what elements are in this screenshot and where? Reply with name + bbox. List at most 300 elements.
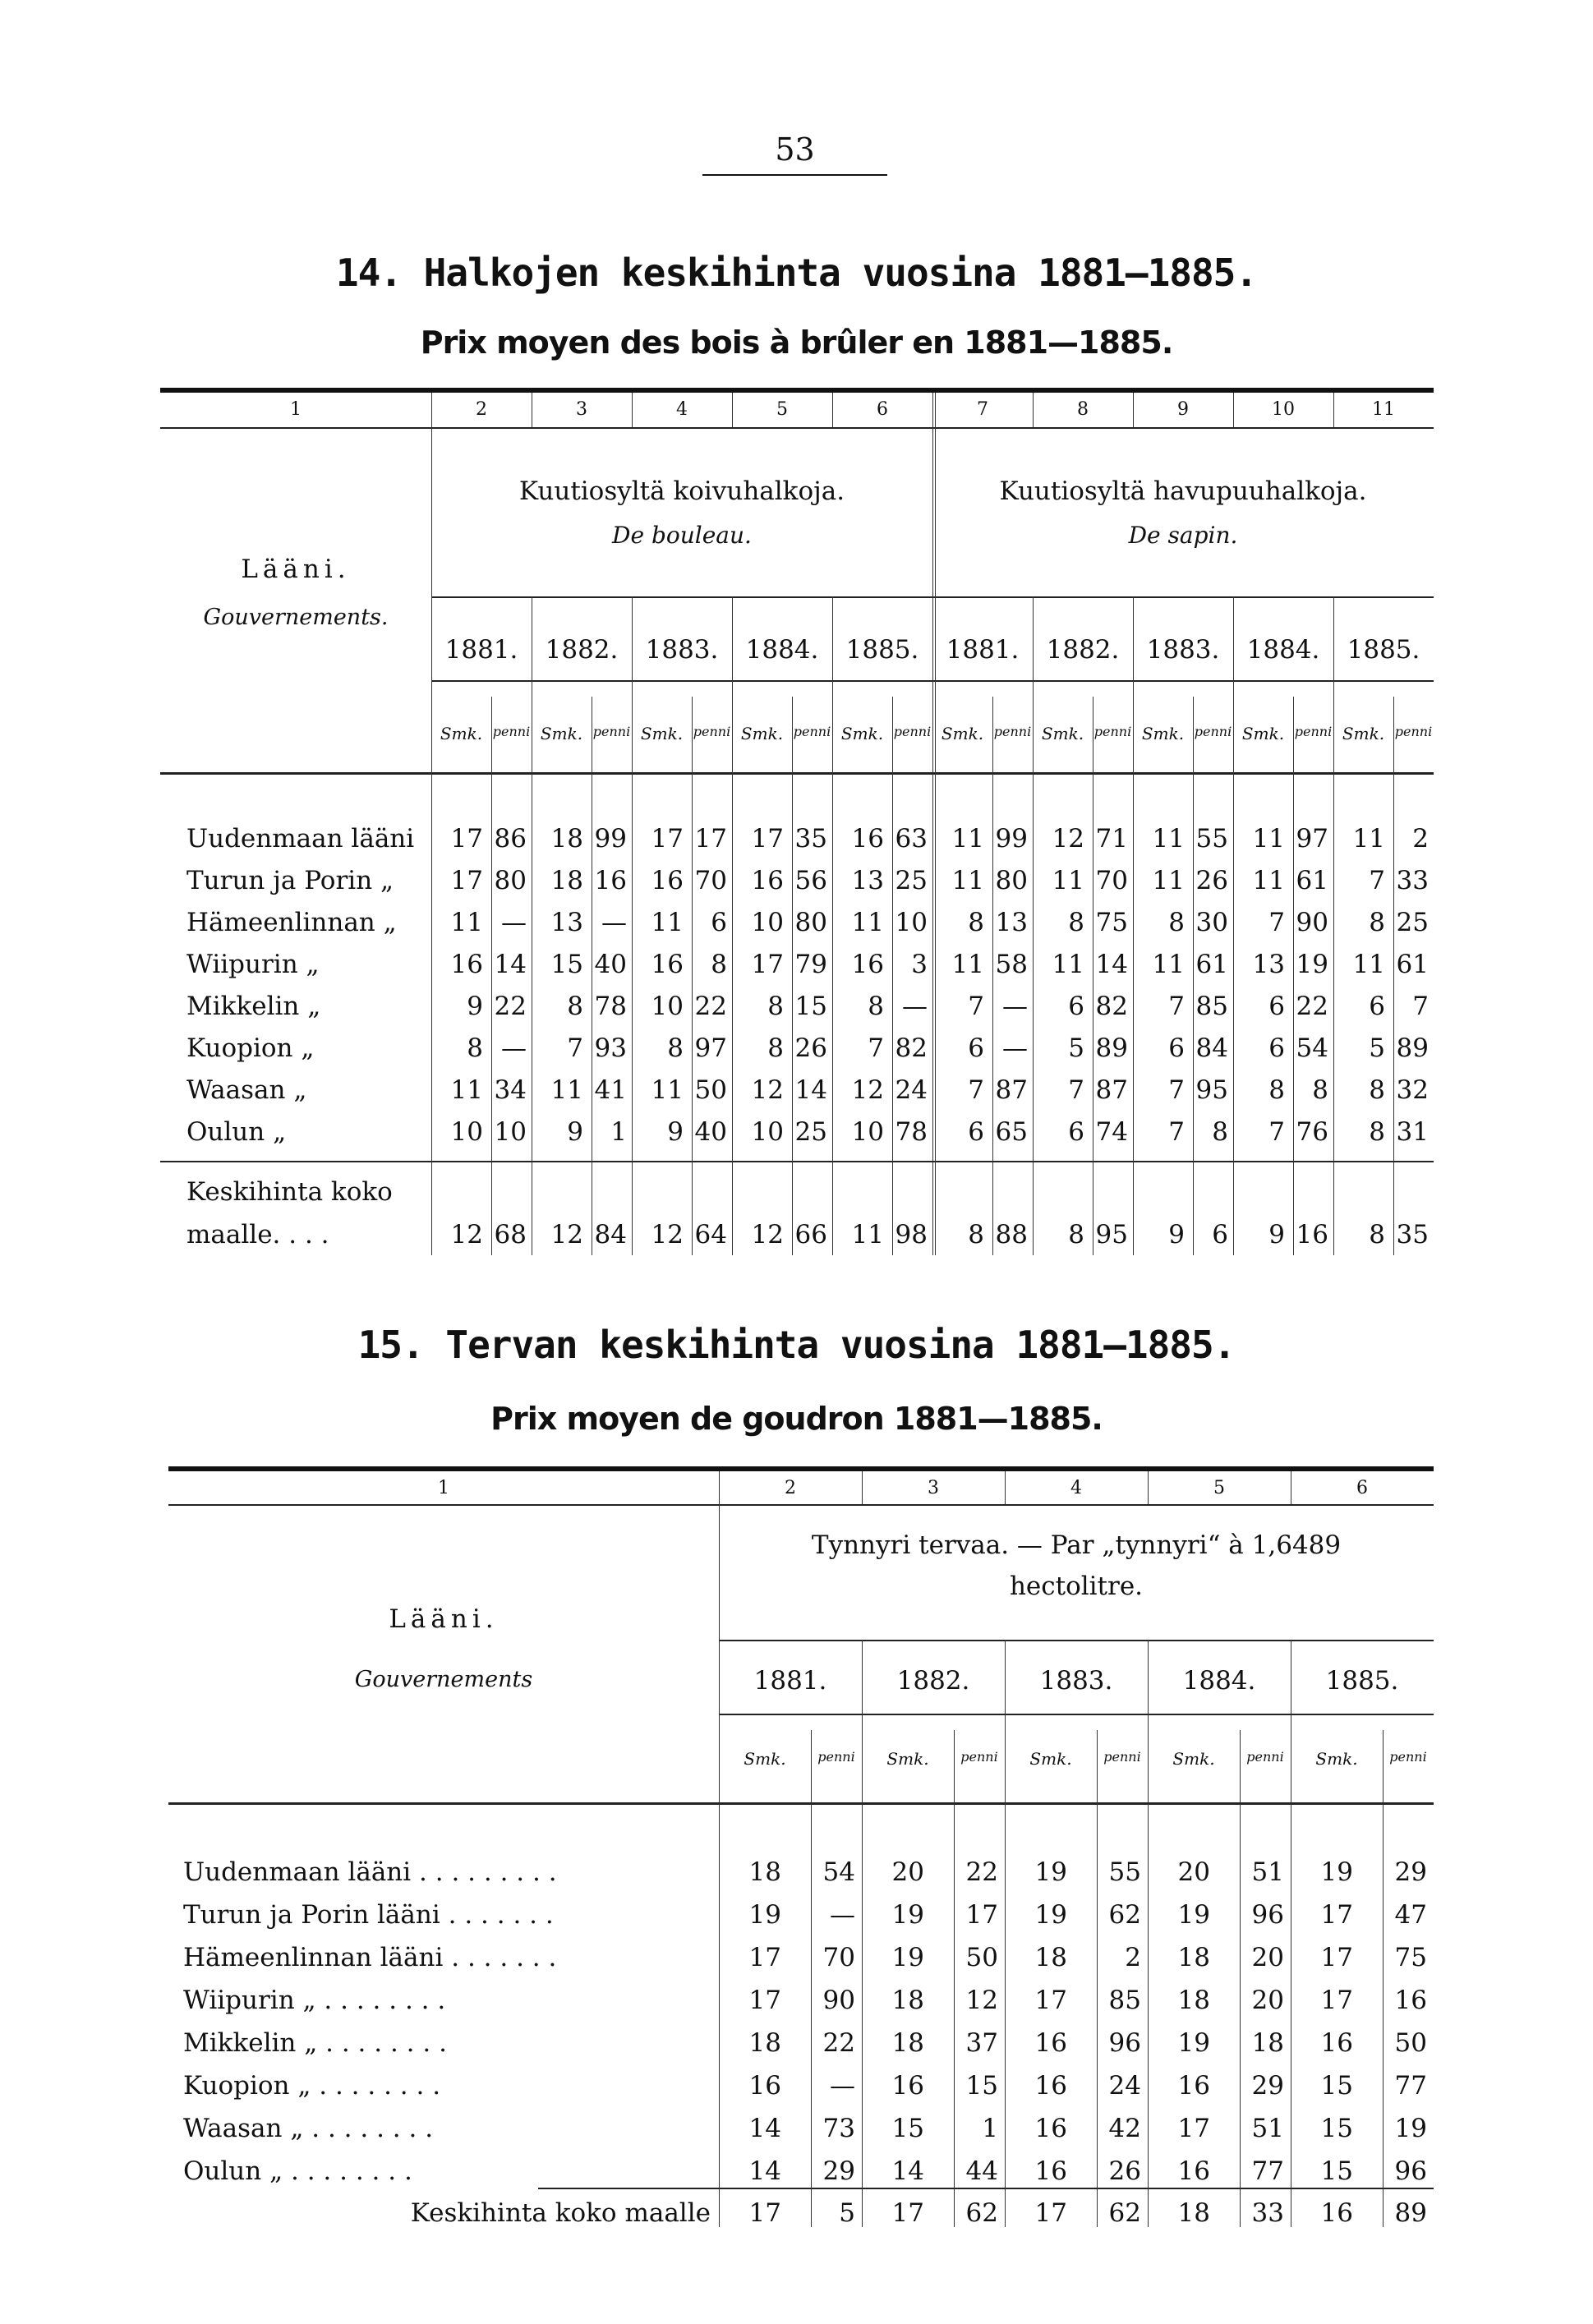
t1-cell-mk: 17 (651, 824, 684, 854)
t1-col-number: 5 (776, 399, 788, 420)
t1-unit-p: penni (592, 724, 631, 739)
t1-cell-mk: 11 (1252, 866, 1285, 895)
t1-cell-mk: 15 (550, 950, 583, 979)
t1-cell-mk: 8 (1268, 1075, 1285, 1105)
t1-cell-mk: 13 (1252, 950, 1285, 979)
t1-year: 1882. (545, 635, 619, 665)
t1-cell-p: 26 (794, 1033, 827, 1063)
t1-cell-p: 50 (694, 1075, 727, 1105)
t2-cell-p: 19 (1394, 2114, 1427, 2143)
t2-cell-p: 20 (1251, 1986, 1284, 2015)
t1-cell-mk: 10 (751, 1117, 784, 1147)
t2-cell-p: 18 (1251, 2028, 1284, 2058)
t2-rule-years (719, 1640, 1434, 1641)
t2-total-mk: 18 (1177, 2198, 1210, 2228)
t2-row-name: Oulun „ . . . . . . . . (183, 2156, 412, 2186)
t1-cell-mk: 11 (450, 1075, 483, 1105)
t1-cell-p: 61 (1296, 866, 1328, 895)
t2-cell-p: 16 (1394, 1986, 1427, 2015)
t1-row-name: Waasan „ (186, 1075, 307, 1105)
t1-cell-mk: 12 (751, 1075, 784, 1105)
t2-cell-p: 96 (1251, 1900, 1284, 1930)
t1-cell-p: 74 (1095, 1117, 1128, 1147)
t1-cell-p: 86 (494, 824, 527, 854)
t1-col-number: 8 (1077, 399, 1089, 420)
t2-cell-p: 20 (1251, 1943, 1284, 1972)
t2-cell-p: 54 (822, 1857, 855, 1887)
t1-cell-p: 70 (1095, 866, 1128, 895)
t1-unit-p: penni (993, 724, 1032, 739)
t1-cell-mk: 11 (1352, 950, 1385, 979)
t2-cell-p: 55 (1108, 1857, 1141, 1887)
t1-year: 1885. (845, 635, 919, 665)
t1-cell-mk: 10 (851, 1117, 884, 1147)
t1-unit-p: penni (693, 724, 731, 739)
t2-total-mk: 17 (1034, 2198, 1067, 2228)
t1-unit-p: penni (793, 724, 831, 739)
t2-cell-p: 42 (1108, 2114, 1141, 2143)
t1-cell-p: 31 (1396, 1117, 1429, 1147)
t1-row-name: Uudenmaan lääni (186, 824, 415, 854)
t1-cell-mk: 8 (767, 1033, 784, 1063)
t2-cell-mk: 19 (748, 1900, 781, 1930)
t1-group2-title: Kuutiosyltä havupuuhalkoja. (999, 476, 1367, 506)
t2-col-number: 2 (785, 1478, 796, 1498)
t1-cell-p: 56 (794, 866, 827, 895)
t1-cell-mk: 7 (968, 1075, 984, 1105)
t1-year: 1884. (745, 635, 819, 665)
t1-col-number: 4 (676, 399, 688, 420)
t1-cell-mk: 8 (567, 992, 583, 1021)
t1-cell-p: 22 (494, 992, 527, 1021)
t1-cell-mk: 13 (550, 908, 583, 937)
t1-rule-total (160, 1161, 1434, 1162)
t1-total-mk: 11 (851, 1220, 884, 1249)
t1-total-p: 84 (594, 1220, 627, 1249)
t2-cell-p: 73 (822, 2114, 855, 2143)
t2-cell-mk: 17 (1034, 1986, 1067, 2015)
t1-cell-p: 76 (1296, 1117, 1328, 1147)
t1-cell-mk: 11 (1152, 866, 1185, 895)
t1-cell-p: 33 (1396, 866, 1429, 895)
t1-cell-mk: 12 (851, 1075, 884, 1105)
t2-unit-p: penni (1389, 1749, 1427, 1765)
t1-cell-mk: 12 (1052, 824, 1084, 854)
t2-cell-mk: 16 (1034, 2156, 1067, 2186)
t2-cell-mk: 17 (748, 1943, 781, 1972)
t1-cell-p: 80 (995, 866, 1028, 895)
t1-cell-mk: 5 (1369, 1033, 1385, 1063)
t2-cell-mk: 19 (1177, 2028, 1210, 2058)
t1-cell-p: 82 (895, 1033, 928, 1063)
t2-cell-mk: 16 (1034, 2071, 1067, 2101)
t1-unit-mk: Smk. (640, 724, 684, 743)
t1-total-mk: 9 (1268, 1220, 1285, 1249)
t2-rule-colnum (168, 1504, 1434, 1506)
t1-cell-p: 99 (594, 824, 627, 854)
t2-unit-mk: Smk. (1315, 1749, 1358, 1769)
t2-cell-mk: 18 (748, 2028, 781, 2058)
t1-cell-mk: 8 (1369, 1117, 1385, 1147)
t2-rule-total (538, 2188, 1434, 2189)
t1-cell-p: 95 (1195, 1075, 1228, 1105)
t1-unit-mk: Smk. (1041, 724, 1084, 743)
t2-cell-mk: 15 (1320, 2114, 1353, 2143)
t2-unit-mk: Smk. (1172, 1749, 1215, 1769)
t1-cell-mk: 17 (450, 824, 483, 854)
t1-cell-p: 71 (1095, 824, 1128, 854)
t2-cell-p: 50 (1394, 2028, 1427, 2058)
t2-unit-mk: Smk. (1029, 1749, 1072, 1769)
t1-cell-mk: 11 (550, 1075, 583, 1105)
t1-cell-mk: 7 (1168, 1117, 1185, 1147)
t1-cell-mk: 6 (1369, 992, 1385, 1021)
t2-row-name: Uudenmaan lääni . . . . . . . . . (183, 1857, 557, 1887)
t2-rule-units (719, 1714, 1434, 1715)
t2-vline-split (811, 1730, 812, 2227)
t1-cell-mk: 18 (550, 866, 583, 895)
t1-cell-p: — (601, 908, 627, 937)
t1-cell-p: 17 (694, 824, 727, 854)
t1-cell-p: 19 (1296, 950, 1328, 979)
t1-cell-p: 41 (594, 1075, 627, 1105)
t1-cell-p: 40 (594, 950, 627, 979)
t2-cell-p: 75 (1394, 1943, 1427, 1972)
t2-cell-p: 77 (1251, 2156, 1284, 2186)
t1-unit-p: penni (1294, 724, 1333, 739)
t2-row-name: Kuopion „ . . . . . . . . (183, 2071, 441, 2101)
t1-cell-p: 54 (1296, 1033, 1328, 1063)
t1-cell-mk: 11 (1252, 824, 1285, 854)
t1-total-mk: 8 (1369, 1220, 1385, 1249)
page-number: 53 (702, 131, 887, 176)
t1-cell-p: 1 (610, 1117, 627, 1147)
t1-unit-mk: Smk. (1342, 724, 1385, 743)
t2-cell-p: — (830, 1900, 855, 1930)
t2-cell-mk: 18 (748, 1857, 781, 1887)
t1-cell-p: 89 (1095, 1033, 1128, 1063)
t2-cell-p: 51 (1251, 1857, 1284, 1887)
t1-unit-mk: Smk. (840, 724, 884, 743)
t1-cell-mk: 6 (1268, 992, 1285, 1021)
t1-year: 1883. (1146, 635, 1220, 665)
t1-cell-mk: 6 (968, 1033, 984, 1063)
t1-unit-p: penni (893, 724, 932, 739)
t1-cell-p: 78 (594, 992, 627, 1021)
t1-cell-p: 78 (895, 1117, 928, 1147)
t1-cell-mk: 11 (1052, 866, 1084, 895)
t1-cell-mk: 16 (851, 824, 884, 854)
t1-cell-p: 32 (1396, 1075, 1429, 1105)
t2-total-mk: 17 (891, 2198, 924, 2228)
t1-cell-mk: 7 (1168, 992, 1185, 1021)
t1-col-number: 11 (1372, 399, 1395, 420)
t1-total-mk: 12 (550, 1220, 583, 1249)
t1-cell-mk: 8 (968, 908, 984, 937)
t2-cell-mk: 20 (1177, 1857, 1210, 1887)
t1-unit-mk: Smk. (1141, 724, 1185, 743)
t1-unit-mk: Smk. (440, 724, 483, 743)
t2-cell-mk: 17 (1320, 1943, 1353, 1972)
t2-cell-mk: 15 (891, 2114, 924, 2143)
t1-cell-mk: 8 (868, 992, 884, 1021)
t2-cell-mk: 19 (891, 1943, 924, 1972)
t2-cell-mk: 17 (1320, 1900, 1353, 1930)
t1-cell-mk: 6 (1168, 1033, 1185, 1063)
t1-cell-p: 80 (794, 908, 827, 937)
t1-cell-p: 15 (794, 992, 827, 1021)
t1-cell-mk: 16 (851, 950, 884, 979)
t1-cell-p: — (902, 992, 928, 1021)
t1-cell-mk: 8 (767, 992, 784, 1021)
t2-cell-p: 51 (1251, 2114, 1284, 2143)
t1-cell-p: 93 (594, 1033, 627, 1063)
t1-cell-p: 14 (1095, 950, 1128, 979)
t1-cell-p: 14 (794, 1075, 827, 1105)
t2-cell-mk: 15 (1320, 2156, 1353, 2186)
t1-cell-mk: 18 (550, 824, 583, 854)
t1-cell-p: 16 (594, 866, 627, 895)
t2-unit-mk: Smk. (744, 1749, 786, 1769)
t2-col-number: 4 (1070, 1478, 1082, 1498)
t1-unit-mk: Smk. (1241, 724, 1285, 743)
t2-vline-split (1240, 1730, 1241, 2227)
t1-cell-p: 87 (995, 1075, 1028, 1105)
t2-row-name: Hämeenlinnan lääni . . . . . . . (183, 1943, 557, 1972)
t1-cell-p: 6 (711, 908, 727, 937)
t1-col-number: 2 (476, 399, 487, 420)
t2-vline-split (954, 1730, 955, 2227)
t1-cell-mk: 16 (450, 950, 483, 979)
t2-row-name: Wiipurin „ . . . . . . . . (183, 1986, 446, 2015)
t1-cell-p: 25 (1396, 908, 1429, 937)
t2-cell-p: 29 (1394, 1857, 1427, 1887)
t1-cell-mk: 7 (1168, 1075, 1185, 1105)
t1-cell-p: 58 (995, 950, 1028, 979)
t1-cell-mk: 11 (1152, 824, 1185, 854)
t1-cell-mk: 6 (1068, 992, 1084, 1021)
t1-cell-p: 22 (1296, 992, 1328, 1021)
t1-cell-mk: 7 (868, 1033, 884, 1063)
t2-cell-mk: 19 (1034, 1857, 1067, 1887)
t1-cell-p: 8 (1312, 1075, 1328, 1105)
t2-unit-mk: Smk. (886, 1749, 929, 1769)
t1-year: 1883. (645, 635, 719, 665)
t1-group1-subtitle: De bouleau. (612, 522, 752, 549)
t2-cell-p: 29 (1251, 2071, 1284, 2101)
t2-label-fr: Gouvernements (354, 1667, 533, 1692)
t1-cell-mk: 7 (567, 1033, 583, 1063)
t2-cell-mk: 17 (748, 1986, 781, 2015)
t1-cell-p: 97 (694, 1033, 727, 1063)
t1-total-p: 95 (1095, 1220, 1128, 1249)
t1-cell-p: 85 (1195, 992, 1228, 1021)
t1-total-mk: 12 (651, 1220, 684, 1249)
t1-cell-mk: 11 (1052, 950, 1084, 979)
t1-cell-p: 79 (794, 950, 827, 979)
t1-label-fi: Lääni. (241, 555, 351, 584)
t2-cell-p: 77 (1394, 2071, 1427, 2101)
t1-cell-mk: 10 (651, 992, 684, 1021)
t1-cell-p: 3 (911, 950, 928, 979)
t2-total-p: 62 (965, 2198, 998, 2228)
t2-cell-mk: 16 (891, 2071, 924, 2101)
t1-cell-mk: 11 (651, 1075, 684, 1105)
t1-total-p: 6 (1212, 1220, 1228, 1249)
t1-cell-mk: 13 (851, 866, 884, 895)
t1-total-p: 16 (1296, 1220, 1328, 1249)
t1-year: 1885. (1347, 635, 1420, 665)
t1-cell-mk: 16 (651, 866, 684, 895)
t1-label-fr: Gouvernements. (203, 605, 389, 630)
t2-cell-mk: 18 (1034, 1943, 1067, 1972)
t2-cell-p: 37 (965, 2028, 998, 2058)
table2-subtitle: Prix moyen de goudron 1881—1885. (490, 1401, 1103, 1437)
t1-row-name: Hämeenlinnan „ (186, 908, 397, 937)
t1-cell-mk: 8 (667, 1033, 684, 1063)
t2-row-name: Mikkelin „ . . . . . . . . (183, 2028, 447, 2058)
t1-cell-mk: 11 (1152, 950, 1185, 979)
t1-total-mk: 8 (968, 1220, 984, 1249)
t1-col-number: 7 (977, 399, 988, 420)
t2-cell-mk: 16 (1034, 2028, 1067, 2058)
t2-cell-mk: 14 (891, 2156, 924, 2186)
t1-total-mk: 8 (1068, 1220, 1084, 1249)
t2-year: 1885. (1325, 1666, 1399, 1696)
t2-cell-p: 96 (1394, 2156, 1427, 2186)
t1-total-mk: 12 (450, 1220, 483, 1249)
t2-cell-p: 85 (1108, 1986, 1141, 2015)
t2-cell-mk: 14 (748, 2114, 781, 2143)
t2-cell-mk: 15 (1320, 2071, 1353, 2101)
t1-total-p: 68 (494, 1220, 527, 1249)
t1-cell-mk: 6 (1268, 1033, 1285, 1063)
t1-cell-p: 61 (1195, 950, 1228, 979)
t1-cell-mk: 8 (1168, 908, 1185, 937)
t1-cell-mk: 16 (751, 866, 784, 895)
t1-cell-mk: 5 (1068, 1033, 1084, 1063)
t1-cell-mk: 6 (1068, 1117, 1084, 1147)
t1-cell-mk: 11 (951, 950, 984, 979)
t1-cell-p: 13 (995, 908, 1028, 937)
t2-total-mk: 16 (1320, 2198, 1353, 2228)
t2-cell-mk: 19 (1177, 1900, 1210, 1930)
t2-cell-p: 1 (982, 2114, 998, 2143)
t2-total-p: 33 (1251, 2198, 1284, 2228)
t1-col-number: 1 (290, 399, 302, 420)
t1-cell-mk: 10 (751, 908, 784, 937)
t2-cell-p: 2 (1125, 1943, 1141, 1972)
t2-row-name: Waasan „ . . . . . . . . (183, 2114, 434, 2143)
t2-cell-p: 15 (965, 2071, 998, 2101)
t2-cell-mk: 18 (1177, 1986, 1210, 2015)
t2-cell-p: 22 (965, 1857, 998, 1887)
t2-col-number: 5 (1213, 1478, 1225, 1498)
t1-col-number: 6 (877, 399, 888, 420)
t1-total-label-2: maalle. . . . (186, 1220, 329, 1249)
t2-col-number: 3 (928, 1478, 939, 1498)
t1-total-p: 35 (1396, 1220, 1429, 1249)
table1-title: 14. Halkojen keskihinta vuosina 1881—1885. (335, 251, 1258, 295)
t1-cell-p: 63 (895, 824, 928, 854)
t2-cell-mk: 16 (1177, 2071, 1210, 2101)
t1-cell-p: 22 (694, 992, 727, 1021)
t1-total-p: 64 (694, 1220, 727, 1249)
t2-cell-p: 29 (822, 2156, 855, 2186)
t2-rule-body (168, 1802, 1434, 1805)
t2-header-line2: hectolitre. (1009, 1572, 1144, 1601)
t1-row-name: Oulun „ (186, 1117, 287, 1147)
t2-col-number: 1 (438, 1478, 449, 1498)
t2-cell-mk: 19 (1320, 1857, 1353, 1887)
table1 (160, 388, 1434, 1255)
t1-cell-mk: 9 (667, 1117, 684, 1147)
t1-cell-p: 26 (1195, 866, 1228, 895)
t2-unit-p: penni (1103, 1749, 1141, 1765)
t1-cell-p: 87 (1095, 1075, 1128, 1105)
t1-cell-mk: 11 (851, 908, 884, 937)
t1-cell-p: 24 (895, 1075, 928, 1105)
t1-cell-mk: 7 (968, 992, 984, 1021)
t1-group2-subtitle: De sapin. (1128, 522, 1238, 549)
t2-cell-mk: 18 (891, 1986, 924, 2015)
t1-year: 1882. (1046, 635, 1120, 665)
t1-total-label-1: Keskihinta koko (186, 1177, 393, 1207)
t1-col-number: 3 (576, 399, 587, 420)
t1-cell-mk: 8 (1068, 908, 1084, 937)
t1-cell-mk: 17 (450, 866, 483, 895)
t1-cell-p: 99 (995, 824, 1028, 854)
t1-group1-title: Kuutiosyltä koivuhalkoja. (518, 476, 845, 506)
t2-cell-mk: 14 (748, 2156, 781, 2186)
t1-row-name: Wiipurin „ (186, 950, 320, 979)
t2-unit-p: penni (960, 1749, 998, 1765)
t1-year: 1881. (444, 635, 518, 665)
t2-total-p: 62 (1108, 2198, 1141, 2228)
t2-col-number: 6 (1356, 1478, 1368, 1498)
t2-year: 1882. (896, 1666, 970, 1696)
t1-unit-mk: Smk. (740, 724, 784, 743)
t1-cell-p: 35 (794, 824, 827, 854)
t2-cell-mk: 17 (1320, 1986, 1353, 2015)
t2-cell-p: 22 (822, 2028, 855, 2058)
t1-row-name: Mikkelin „ (186, 992, 321, 1021)
t1-cell-mk: 7 (1268, 1117, 1285, 1147)
t2-cell-p: 96 (1108, 2028, 1141, 2058)
t1-cell-p: 8 (711, 950, 727, 979)
t1-cell-p: — (1002, 1033, 1028, 1063)
t2-year: 1881. (753, 1666, 827, 1696)
t2-cell-mk: 16 (1320, 2028, 1353, 2058)
t1-cell-mk: 11 (450, 908, 483, 937)
t1-cell-p: 8 (1212, 1117, 1228, 1147)
t2-cell-mk: 16 (748, 2071, 781, 2101)
t1-cell-p: 61 (1396, 950, 1429, 979)
t1-row-name: Kuopion „ (186, 1033, 315, 1063)
t2-row-name: Turun ja Porin lääni . . . . . . . (183, 1900, 554, 1930)
t1-cell-p: 82 (1095, 992, 1128, 1021)
t1-unit-mk: Smk. (941, 724, 984, 743)
t1-cell-p: 14 (494, 950, 527, 979)
table2 (168, 1466, 1434, 2227)
t1-cell-mk: 11 (1352, 824, 1385, 854)
t2-cell-mk: 16 (1177, 2156, 1210, 2186)
t1-cell-p: — (1002, 992, 1028, 1021)
t2-cell-p: 44 (965, 2156, 998, 2186)
t1-cell-mk: 8 (467, 1033, 483, 1063)
t2-total-p: 5 (839, 2198, 855, 2228)
t1-cell-p: 65 (995, 1117, 1028, 1147)
